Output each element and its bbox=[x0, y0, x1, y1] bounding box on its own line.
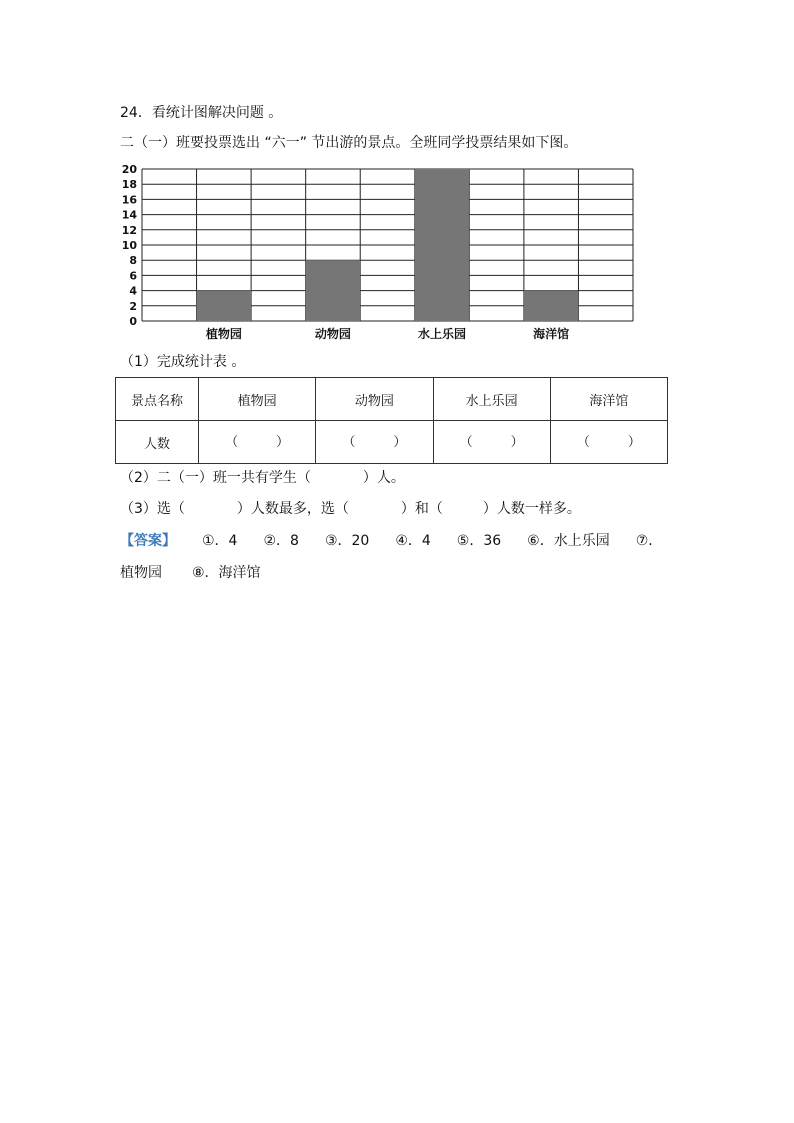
bar bbox=[306, 260, 361, 321]
answer-item: ④．4 bbox=[395, 533, 431, 549]
y-tick-label: 0 bbox=[129, 315, 137, 328]
column-header: 植物园 bbox=[199, 378, 316, 421]
row-header-names: 景点名称 bbox=[116, 378, 199, 421]
paren-close: ） bbox=[276, 434, 290, 450]
x-tick-label: 水上乐园 bbox=[418, 327, 467, 341]
answer-blank-cell[interactable] bbox=[316, 421, 433, 464]
paren-open: （ bbox=[576, 434, 590, 450]
y-tick-label: 6 bbox=[129, 269, 137, 283]
y-tick-label: 18 bbox=[121, 178, 137, 192]
sub-question-1: （1）完成统计表 。 bbox=[120, 354, 246, 370]
column-header: 水上乐园 bbox=[433, 378, 550, 421]
column-header: 动物园 bbox=[316, 378, 433, 421]
table-row-names bbox=[116, 378, 668, 421]
y-tick-label: 8 bbox=[129, 254, 137, 268]
y-tick-label: 14 bbox=[121, 208, 137, 222]
answer-blank-cell[interactable] bbox=[550, 421, 667, 464]
answer-item: 植物园 bbox=[120, 565, 162, 581]
table-row-counts bbox=[116, 421, 668, 464]
y-tick-label: 4 bbox=[129, 284, 137, 298]
sub-question-3: （3）选（ ）人数最多，选（ ）和（ ）人数一样多。 bbox=[120, 501, 581, 517]
y-tick-label: 12 bbox=[121, 223, 137, 237]
answer-line bbox=[120, 531, 662, 551]
bar bbox=[524, 291, 579, 321]
question-intro: 二（一）班要投票选出 “六一” 节出游的景点。全班同学投票结果如下图。 bbox=[120, 135, 578, 151]
paren-open: （ bbox=[225, 434, 239, 450]
y-tick-label: 10 bbox=[121, 239, 137, 252]
x-tick-label: 动物园 bbox=[314, 327, 351, 341]
answer-tag: 【答案】 bbox=[120, 533, 176, 549]
y-tick-label: 2 bbox=[129, 299, 137, 313]
answer-item: ⑥．水上乐园 bbox=[527, 533, 610, 549]
bar bbox=[415, 169, 470, 321]
sub-question-2: （2）二（一）班一共有学生（ ）人。 bbox=[120, 470, 405, 486]
statistics-table bbox=[115, 377, 668, 464]
answer-line bbox=[120, 563, 261, 583]
paren-close: ） bbox=[627, 434, 641, 450]
answer-blank-cell[interactable] bbox=[199, 421, 316, 464]
column-header: 海洋馆 bbox=[550, 378, 667, 421]
vote-bar-chart bbox=[118, 160, 648, 350]
bar bbox=[197, 291, 252, 321]
answer-item: ⑤．36 bbox=[456, 533, 502, 549]
x-tick-label: 海洋馆 bbox=[533, 327, 570, 341]
paren-close: ） bbox=[510, 434, 524, 450]
y-tick-label: 16 bbox=[121, 193, 137, 207]
paren-open: （ bbox=[342, 434, 356, 450]
paren-open: （ bbox=[459, 434, 473, 450]
y-tick-label: 20 bbox=[121, 163, 137, 176]
question-title: 24．看统计图解决问题 。 bbox=[120, 105, 283, 121]
x-tick-label: 植物园 bbox=[205, 327, 242, 341]
answer-blank-cell[interactable] bbox=[433, 421, 550, 464]
answer-item: ③．20 bbox=[324, 533, 370, 549]
row-header-counts: 人数 bbox=[116, 421, 199, 464]
answer-item: ②．8 bbox=[263, 533, 299, 549]
answer-item: ①．4 bbox=[202, 533, 238, 549]
answer-item: ⑧．海洋馆 bbox=[192, 565, 261, 581]
paren-close: ） bbox=[393, 434, 407, 450]
answer-item: ⑦． bbox=[635, 533, 663, 549]
